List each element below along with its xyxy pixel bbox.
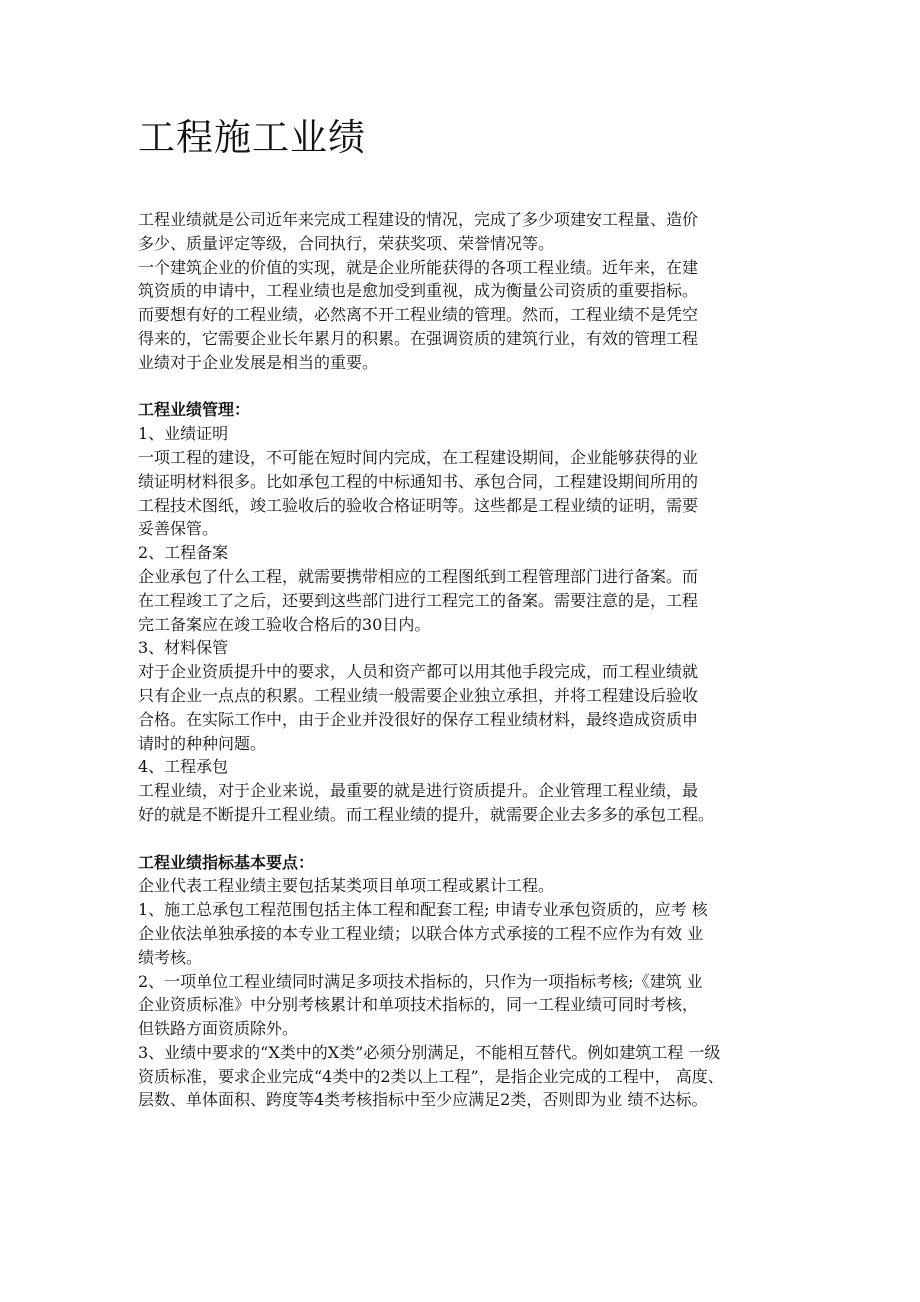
document-body: [138, 208, 798, 1112]
section-line: 4、工程承包: [138, 757, 229, 777]
section-line: 1、施工总承包工程范围包括主体工程和配套工程; 申请专业承包资质的，应考 核: [138, 900, 708, 920]
intro-line: 多少、质量评定等级，合同执行，荣获奖项、荣誉情况等。: [138, 233, 555, 253]
paragraph-gap: [138, 375, 798, 399]
section-line: 3、材料保管: [138, 638, 229, 658]
section-line: 对于企业资质提升中的要求，人员和资产都可以用其他手段完成，而工程业绩就: [138, 662, 699, 682]
section-line: 完工备案应在竣工验收合格后的30日内。: [138, 614, 431, 634]
section-line: 一项工程的建设，不可能在短时间内完成，在工程建设期间，企业能够获得的业: [138, 447, 699, 467]
section-line: 妥善保管。: [138, 519, 219, 539]
section-line: 在工程竣工了之后，还要到这些部门进行工程完工的备案。需要注意的是，工程: [138, 590, 699, 610]
section-line: 只有企业一点点的积累。工程业绩一般需要企业独立承担，并将工程建设后验收: [138, 685, 699, 705]
intro-paragraph: [138, 208, 798, 375]
section-management: [138, 398, 798, 826]
document-title: 工程施工业绩: [138, 116, 366, 159]
intro-line: 工程业绩就是公司近年来完成工程建设的情况，完成了多少项建安工程量、造价: [138, 210, 699, 229]
section-line: 企业资质标准》中分别考核累计和单项技术指标的，同一工程业绩可同时考核，: [138, 995, 699, 1015]
section-line: 企业依法单独承接的本专业工程业绩；以联合体方式承接的工程不应作为有效 业: [138, 923, 704, 943]
intro-line: 业绩对于企业发展是相当的重要。: [138, 352, 379, 372]
section-line: 层数、单体面积、跨度等4类考核指标中至少应满足2类，否则即为业 绩不达标。: [138, 1090, 708, 1110]
section-line: 工程业绩，对于企业来说，最重要的就是进行资质提升。企业管理工程业绩，最: [138, 781, 699, 801]
section-line: 企业承包了什么工程，就需要携带相应的工程图纸到工程管理部门进行备案。而: [138, 566, 699, 586]
section-line: 好的就是不断提升工程业绩。而工程业绩的提升，就需要企业去多多的承包工程。: [138, 804, 715, 824]
section-heading: 工程业绩指标基本要点：: [138, 852, 315, 872]
section-line: 绩考核。: [138, 947, 203, 967]
intro-line: 筑资质的申请中，工程业绩也是愈加受到重视，成为衡量公司资质的重要指标。: [138, 281, 699, 301]
intro-line: 而要想有好的工程业绩，必然离不开工程业绩的管理。然而，工程业绩不是凭空: [138, 305, 699, 325]
document-page: [138, 112, 798, 1112]
section-line: 合格。在实际工作中，由于企业并没很好的保存工程业绩材料，最终造成资质申: [138, 709, 699, 729]
section-line: 企业代表工程业绩主要包括某类项目单项工程或累计工程。: [138, 876, 555, 896]
paragraph-gap: [138, 827, 798, 851]
section-line: 3、业绩中要求的“X类中的X类”必须分别满足，不能相互替代。例如建筑工程 一级: [138, 1042, 721, 1062]
section-line: 工程技术图纸，竣工验收后的验收合格证明等。这些都是工程业绩的证明，需要: [138, 495, 699, 515]
section-line: 2、一项单位工程业绩同时满足多项技术指标的，只作为一项指标考核;《建筑 业: [138, 971, 703, 991]
section-heading: 工程业绩管理：: [138, 400, 251, 420]
section-line: 请时的种种问题。: [138, 733, 267, 753]
intro-line: 得来的，它需要企业长年累月的积累。在强调资质的建筑行业，有效的管理工程: [138, 328, 699, 348]
section-line: 1、业绩证明: [138, 424, 229, 444]
section-indicators: [138, 851, 798, 1113]
section-line: 资质标准，要求企业完成“4类中的2类以上工程”，是指企业完成的工程中， 高度、: [138, 1066, 724, 1086]
section-line: 但铁路方面资质除外。: [138, 1019, 299, 1039]
section-line: 绩证明材料很多。比如承包工程的中标通知书、承包合同，工程建设期间所用的: [138, 471, 699, 491]
section-line: 2、工程备案: [138, 543, 229, 563]
intro-line: 一个建筑企业的价值的实现，就是企业所能获得的各项工程业绩。近年来，在建: [138, 257, 699, 277]
